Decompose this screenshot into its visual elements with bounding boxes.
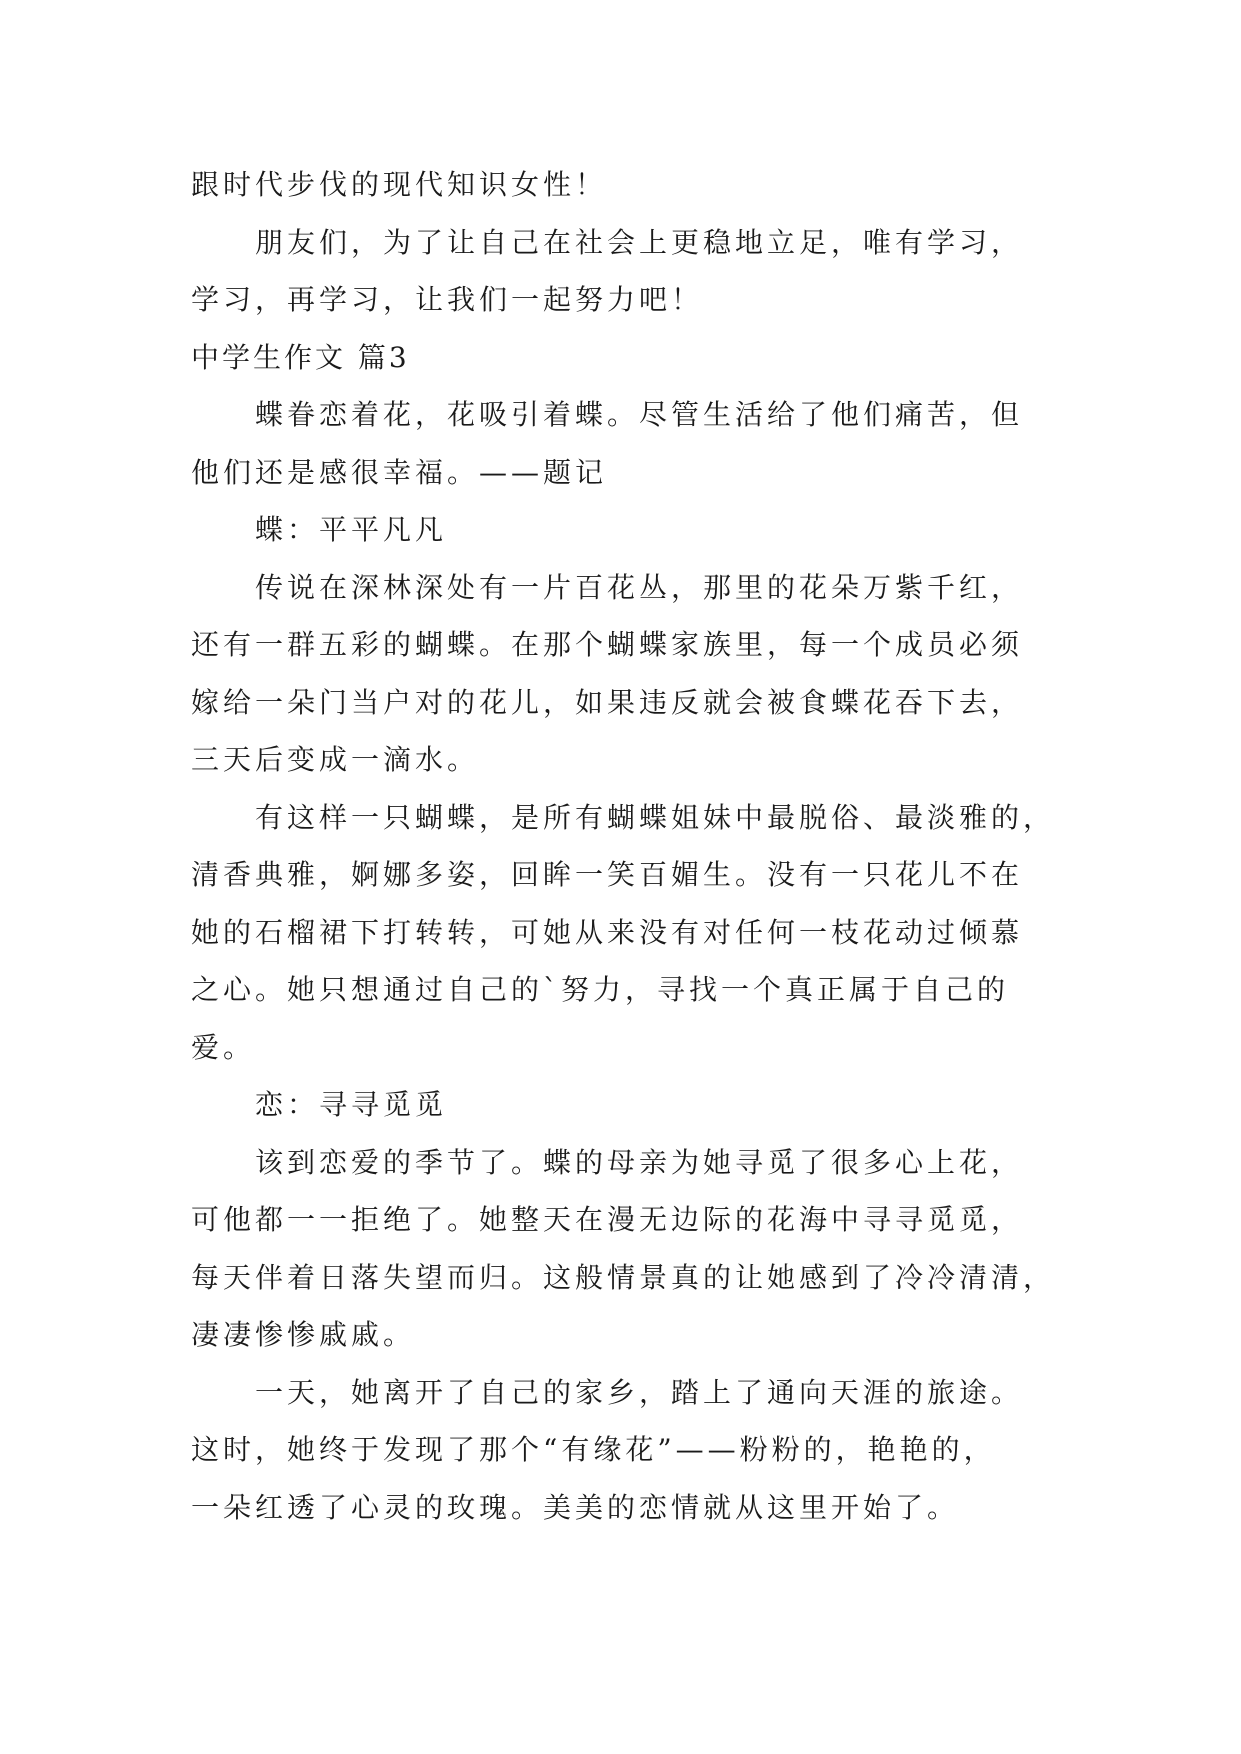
- paragraph-line: 还有一群五彩的蝴蝶。在那个蝴蝶家族里，每一个成员必须: [191, 628, 1024, 661]
- subsection-heading: 恋：寻寻觅觅: [255, 1088, 448, 1121]
- paragraph-line: 有这样一只蝴蝶，是所有蝴蝶姐妹中最脱俗、最淡雅的，: [255, 800, 1056, 834]
- paragraph-line: 三天后变成一滴水。: [191, 743, 480, 776]
- paragraph-line: 清香典雅，婀娜多姿，回眸一笑百媚生。没有一只花儿不在: [191, 858, 1024, 891]
- paragraph-line: 跟时代步伐的现代知识女性！: [191, 168, 608, 201]
- paragraph-line: 这时，她终于发现了那个“有缘花”——粉粉的，艳艳的，: [191, 1433, 996, 1466]
- paragraph-line: 之心。她只想通过自己的`努力，寻找一个真正属于自己的: [191, 973, 1010, 1006]
- paragraph-line: 一天，她离开了自己的家乡，踏上了通向天涯的旅途。: [255, 1375, 1024, 1409]
- paragraph-line: 每天伴着日落失望而归。这般情景真的让她感到了冷冷清清，: [191, 1260, 1056, 1294]
- paragraph-line: 爱。: [191, 1030, 256, 1064]
- paragraph-line: 可他都一一拒绝了。她整天在漫无边际的花海中寻寻觅觅，: [191, 1203, 1024, 1236]
- paragraph-line: 一朵红透了心灵的玫瑰。美美的恋情就从这里开始了。: [191, 1490, 960, 1524]
- paragraph-line: 该到恋爱的季节了。蝶的母亲为她寻觅了很多心上花，: [255, 1145, 1024, 1179]
- paragraph-line: 嫁给一朵门当户对的花儿，如果违反就会被食蝶花吞下去，: [191, 685, 1024, 719]
- subsection-heading: 蝶：平平凡凡: [255, 513, 448, 546]
- paragraph-line: 凄凄惨惨戚戚。: [191, 1318, 416, 1351]
- paragraph-line: 朋友们，为了让自己在社会上更稳地立足，唯有学习，: [255, 225, 1024, 259]
- paragraph-line: 他们还是感很幸福。——题记: [191, 455, 608, 489]
- essay-body: [191, 156, 1071, 1536]
- section-heading: 中学生作文 篇3: [191, 340, 410, 374]
- paragraph-line: 传说在深林深处有一片百花丛，那里的花朵万紫千红，: [255, 570, 1024, 604]
- paragraph-line: 蝶眷恋着花，花吸引着蝶。尽管生活给了他们痛苦，但: [255, 398, 1024, 431]
- paragraph-line: 她的石榴裙下打转转，可她从来没有对任何一枝花动过倾慕: [191, 915, 1024, 949]
- paragraph-line: 学习，再学习，让我们一起努力吧！: [191, 283, 704, 316]
